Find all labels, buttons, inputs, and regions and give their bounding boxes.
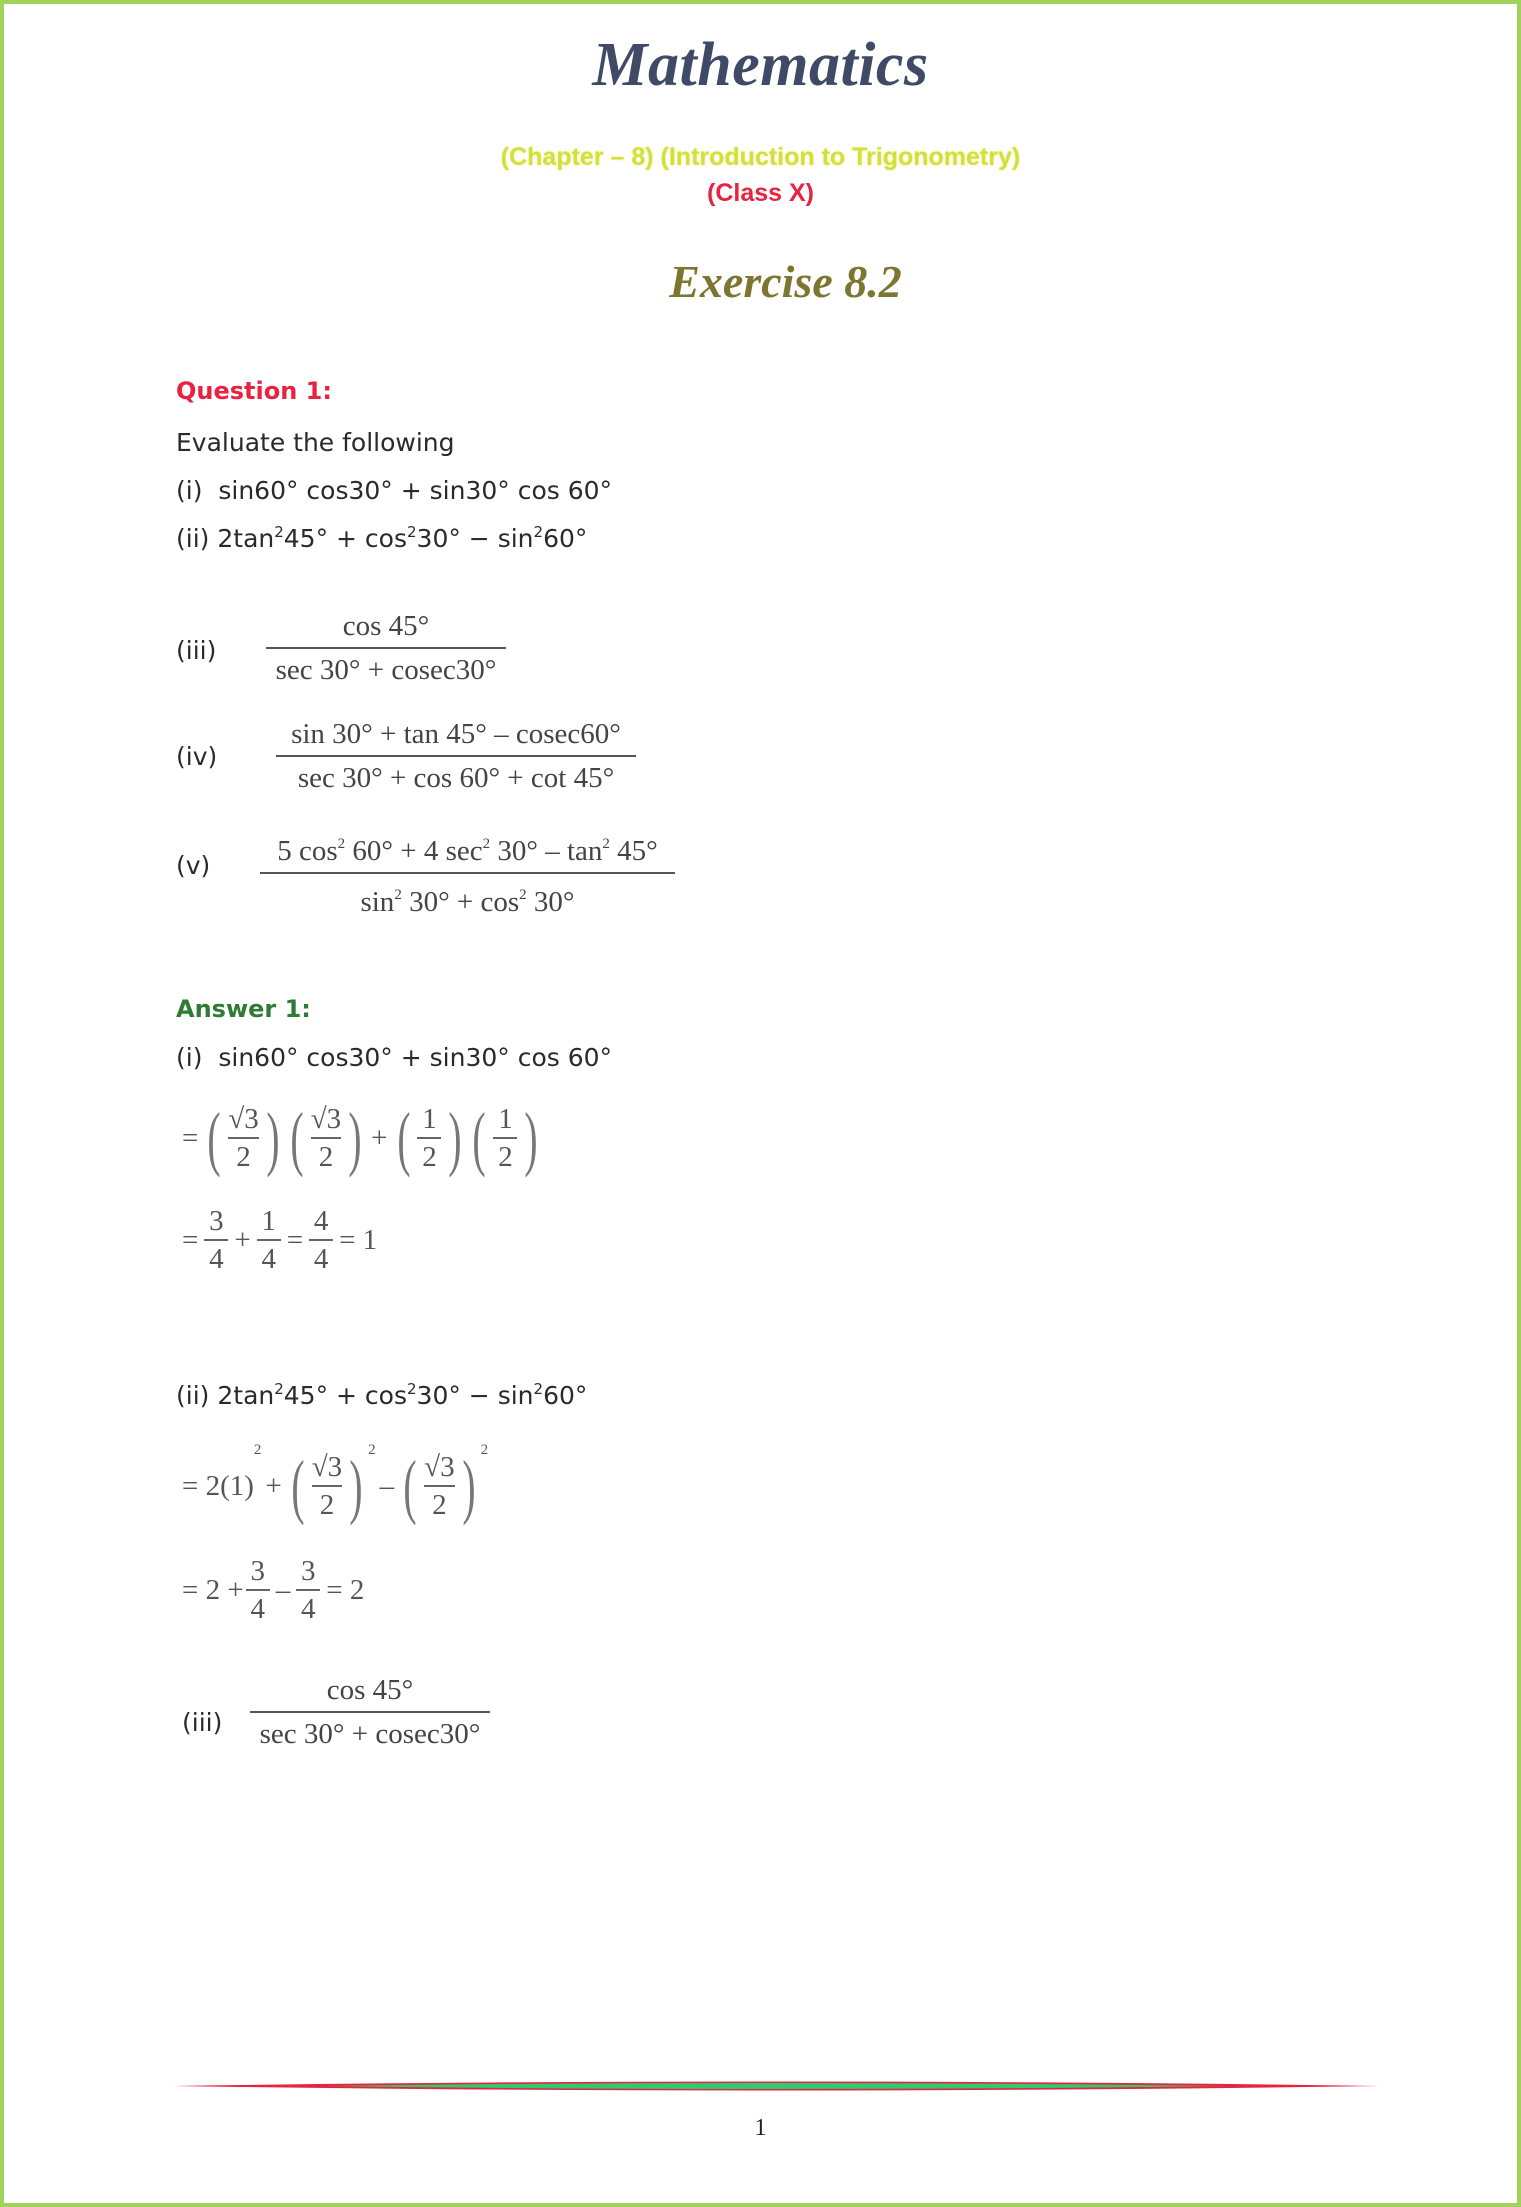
exponent: 2 — [368, 1442, 376, 1458]
expr-text: 45° — [609, 835, 658, 867]
numerator: 3 — [300, 1555, 316, 1587]
denominator: 2 — [498, 1141, 513, 1173]
denominator: 2 — [318, 1141, 334, 1173]
expr-text: 60° — [543, 1381, 588, 1410]
part-label-iv: (iv) — [176, 742, 218, 771]
part-label-v: (v) — [176, 851, 211, 880]
paren-group: ( √3 2 ) — [291, 1446, 363, 1526]
exponent: 2 — [519, 887, 527, 903]
plus-sign: + — [234, 1223, 251, 1256]
denominator: 2 — [319, 1489, 335, 1521]
fraction-bar — [260, 872, 675, 874]
expr-text: 30° — [526, 886, 575, 918]
numerator: 4 — [313, 1205, 329, 1237]
denominator: 4 — [313, 1243, 329, 1275]
equals-sign: = — [182, 1223, 199, 1256]
numerator: √3 — [311, 1451, 343, 1483]
denominator: 4 — [209, 1243, 224, 1275]
exponent: 2 — [533, 1380, 544, 1398]
exponent: 2 — [407, 1380, 417, 1398]
fraction-iv — [276, 716, 636, 796]
numerator: √3 — [228, 1103, 259, 1135]
answer-part-label-iii: (iii) — [182, 1708, 223, 1737]
numerator: cos 45° — [342, 610, 430, 642]
question-part-i — [176, 476, 612, 505]
fraction-bar — [266, 647, 506, 649]
exponent: 2 — [394, 887, 402, 903]
part-label: (i) — [176, 1043, 203, 1072]
plus-sign: + — [371, 1121, 388, 1154]
denominator — [260, 877, 675, 920]
answer-heading: Answer 1: — [176, 995, 311, 1023]
part-expression: sin60° cos30° + sin30° cos 60° — [218, 476, 613, 505]
expr-text: 60° + 4 sec — [345, 835, 483, 867]
answer-ii-step1 — [182, 1438, 488, 1534]
denominator: 2 — [236, 1141, 251, 1173]
answer-i-step2 — [182, 1200, 381, 1280]
expr-text: 45° + cos — [283, 1381, 407, 1410]
numerator: √3 — [424, 1451, 455, 1483]
answer-fraction-iii — [250, 1672, 490, 1752]
expr-text: 60° — [543, 524, 588, 553]
exercise-title: Exercise 8.2 — [669, 256, 902, 307]
equals-sign: = — [182, 1121, 199, 1154]
exponent: 2 — [482, 836, 491, 852]
class-label: (Class X) — [707, 179, 814, 207]
minus-sign: – — [275, 1573, 291, 1606]
numerator: sin 30° + tan 45° – cosec60° — [291, 718, 621, 750]
expr-text: = 2 + — [182, 1573, 244, 1606]
expr-text: 30° + cos — [401, 886, 520, 918]
expr-text: = 2(1) — [182, 1469, 254, 1502]
expr-text: 5 cos — [277, 835, 338, 867]
exponent: 2 — [533, 523, 544, 541]
chapter-subtitle: (Chapter – 8) (Introduction to Trigonometry) — [500, 143, 1021, 171]
numerator: 1 — [498, 1103, 513, 1135]
exponent: 2 — [337, 836, 346, 852]
paren-group: ( 1 2 ) — [396, 1098, 463, 1178]
denominator: 4 — [261, 1243, 276, 1275]
result: = 2 — [326, 1573, 365, 1606]
exponent: 2 — [480, 1442, 489, 1458]
answer-part-ii-expression — [176, 1380, 587, 1410]
footer-divider — [172, 2081, 1379, 2091]
numerator — [260, 826, 675, 869]
part-label: (i) — [176, 476, 203, 505]
expr-text: 45° + cos — [283, 524, 407, 553]
question-instruction: Evaluate the following — [176, 428, 455, 457]
expr-text: 30° − sin — [416, 1381, 534, 1410]
result: = 1 — [339, 1223, 378, 1256]
minus-sign: – — [379, 1469, 395, 1502]
expr-text: 30° – tan — [490, 835, 603, 867]
paren-group: ( 1 2 ) — [472, 1098, 539, 1178]
plus-sign: + — [265, 1469, 282, 1502]
numerator: 1 — [261, 1205, 276, 1237]
expr-text: 30° − sin — [416, 524, 534, 553]
numerator: 3 — [209, 1205, 224, 1237]
part-label: (ii) — [176, 1381, 210, 1410]
equals-sign: = — [286, 1223, 304, 1256]
answer-i-step1 — [182, 1090, 543, 1186]
denominator: 2 — [422, 1141, 437, 1173]
paren-group: ( √3 2 ) — [290, 1098, 362, 1178]
denominator: 4 — [300, 1593, 316, 1625]
denominator: sec 30° + cosec30° — [259, 1718, 481, 1750]
numerator: 3 — [250, 1555, 265, 1587]
exponent: 2 — [407, 523, 417, 541]
denominator: 2 — [432, 1489, 447, 1521]
paren-group: ( √3 2 ) — [207, 1098, 280, 1178]
expr-text: 2tan — [217, 524, 275, 553]
answer-part-i-expression — [176, 1043, 612, 1072]
paren-group: ( √3 2 ) — [403, 1446, 476, 1526]
numerator: √3 — [310, 1103, 342, 1135]
part-label-iii: (iii) — [176, 636, 217, 665]
fraction-bar — [250, 1711, 490, 1713]
fraction-iii — [266, 608, 506, 688]
page-title: Mathematics — [592, 31, 929, 99]
expr-text: 2tan — [217, 1381, 275, 1410]
fraction-v — [260, 826, 675, 920]
exponent: 2 — [274, 523, 284, 541]
part-expression: sin60° cos30° + sin30° cos 60° — [218, 1043, 613, 1072]
numerator: cos 45° — [326, 1674, 414, 1706]
exponent: 2 — [274, 1380, 284, 1398]
denominator: sec 30° + cos 60° + cot 45° — [297, 762, 615, 794]
exponent: 2 — [602, 836, 610, 852]
page-number: 1 — [754, 2115, 767, 2141]
exponent: 2 — [253, 1442, 262, 1458]
expr-text: sin — [360, 886, 395, 918]
fraction-bar — [276, 755, 636, 757]
answer-ii-step2 — [182, 1550, 368, 1630]
question-heading: Question 1: — [176, 377, 332, 405]
numerator: 1 — [422, 1103, 437, 1135]
question-part-ii — [176, 523, 587, 553]
denominator: 4 — [250, 1593, 265, 1625]
denominator: sec 30° + cosec30° — [275, 654, 497, 686]
part-label: (ii) — [176, 524, 210, 553]
